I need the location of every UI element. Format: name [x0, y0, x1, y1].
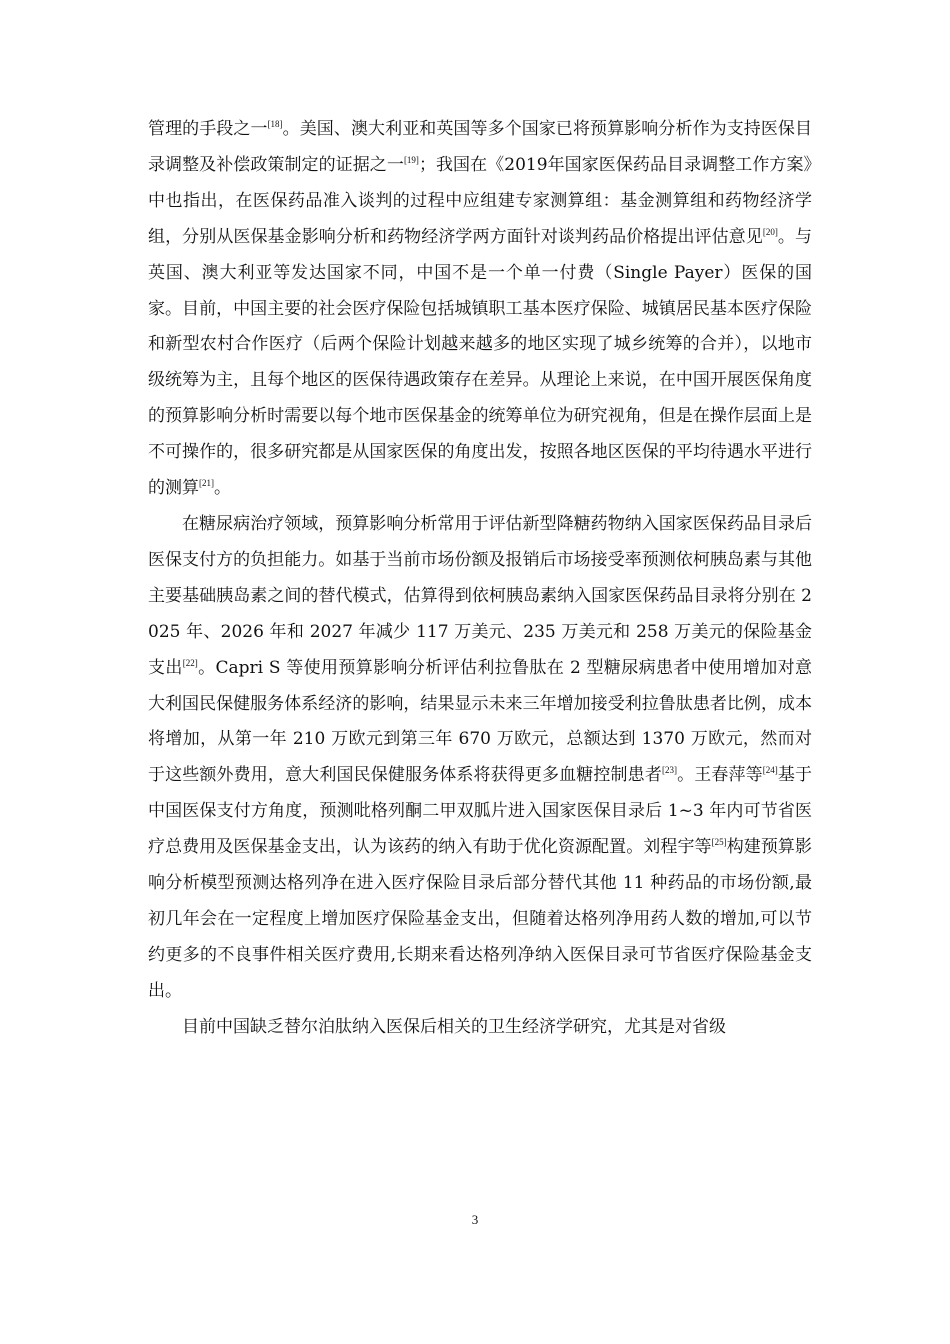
page-body: [148, 112, 812, 1046]
text-run: 。与英国、澳大利亚等发达国家不同，中国不是一个单一付费（Single Payer）医保的国家。目前，中国主要的社会医疗保险包括城镇职工基本医疗保险、城镇居民基本医疗保险和新型农村合作医疗（后两个保险计划越来越多的地区实现了城乡统筹的合并），以地市级统筹为主，且每个地区的医保待遇政策存在差异。从理论上来说，在中国开展医保角度的预算影响分析时需要以每个地市医保基金的统筹单位为研究视角，但是在操作层面上是不可操作的，很多研究都是从国家医保的角度出发，按照各地区医保的平均待遇水平进行的测算: [148, 226, 813, 499]
text-run: 基于中国医保支付方角度，预测吡格列酮二甲双胍片进入国家医保目录后 1~3 年内可节省医疗总费用及医保基金支出，认为该药的纳入有助于优化资源配置。刘程宇等: [148, 765, 813, 858]
text-run: ；我国在《2019年国家医保药品目录调整工作方案》中也指出，在医保药品准入谈判的过程中应组建专家测算组：基金测算组和药物经济学组，分别从医保基金影响分析和药物经济学两方面针对谈判药品价格提出评估意见: [148, 154, 813, 247]
text-run: 。美国、澳大利亚和英国等多个国家已将预算影响分析作为支持医保目录调整及补偿政策制定的证据之一: [148, 119, 813, 175]
citation-marker: [23]: [661, 765, 677, 776]
citation-marker: [18]: [267, 119, 283, 129]
text-run: 目前中国缺乏替尔泊肽纳入医保后相关的卫生经济学研究，尤其是对省级: [182, 1016, 726, 1037]
text-run: 在糖尿病治疗领域，预算影响分析常用于评估新型降糖药物纳入国家医保药品目录后医保支付方的负担能力。如基于当前市场份额及报销后市场接受率预测依柯胰岛素与其他主要基础胰岛素之间的替代模式，估算得到依柯胰岛素纳入国家医保药品目录将分别在 2025 年、2026 年和 2027 年减少 117 万美元、235 万美元和 258 万美元的保险基金支出: [148, 513, 812, 678]
text-run: 构建预算影响分析模型预测达格列净在进入医疗保险目录后部分替代其他 11 种药品的市场份额,最初几年会在一定程度上增加医疗保险基金支出，但随着达格列净用药人数的增加,可以节约更多的不良事件相关医疗费用,长期来看达格列净纳入医保目录可节省医疗保险基金支出。: [148, 837, 813, 1001]
text-run: 管理的手段之一: [148, 119, 268, 139]
text-run: 。Capri S 等使用预算影响分析评估利拉鲁肽在 2 型糖尿病患者中使用增加对意大利国民保健服务体系经济的影响，结果显示未来三年增加接受利拉鲁肽患者比例，成本将增加，从第一年 210 万欧元到第三年 670 万欧元，总额达到 1370 万欧元，然而对于这些额外费用，意大利国民保健服务体系将获得更多血糖控制患者: [148, 657, 813, 786]
text-run: 。: [214, 478, 231, 499]
citation-marker: [19]: [403, 154, 419, 165]
citation-marker: [22]: [182, 657, 198, 668]
paragraph-2: [148, 507, 812, 1010]
page-number: 3: [471, 1212, 479, 1227]
citation-marker: [20]: [762, 226, 778, 237]
citation-marker: [25]: [711, 837, 727, 848]
paragraph-3: [148, 1010, 812, 1046]
text-run: 。王春萍等: [676, 765, 763, 786]
citation-marker: [24]: [762, 765, 778, 776]
citation-marker: [21]: [199, 478, 214, 489]
paragraph-1: [148, 112, 812, 507]
